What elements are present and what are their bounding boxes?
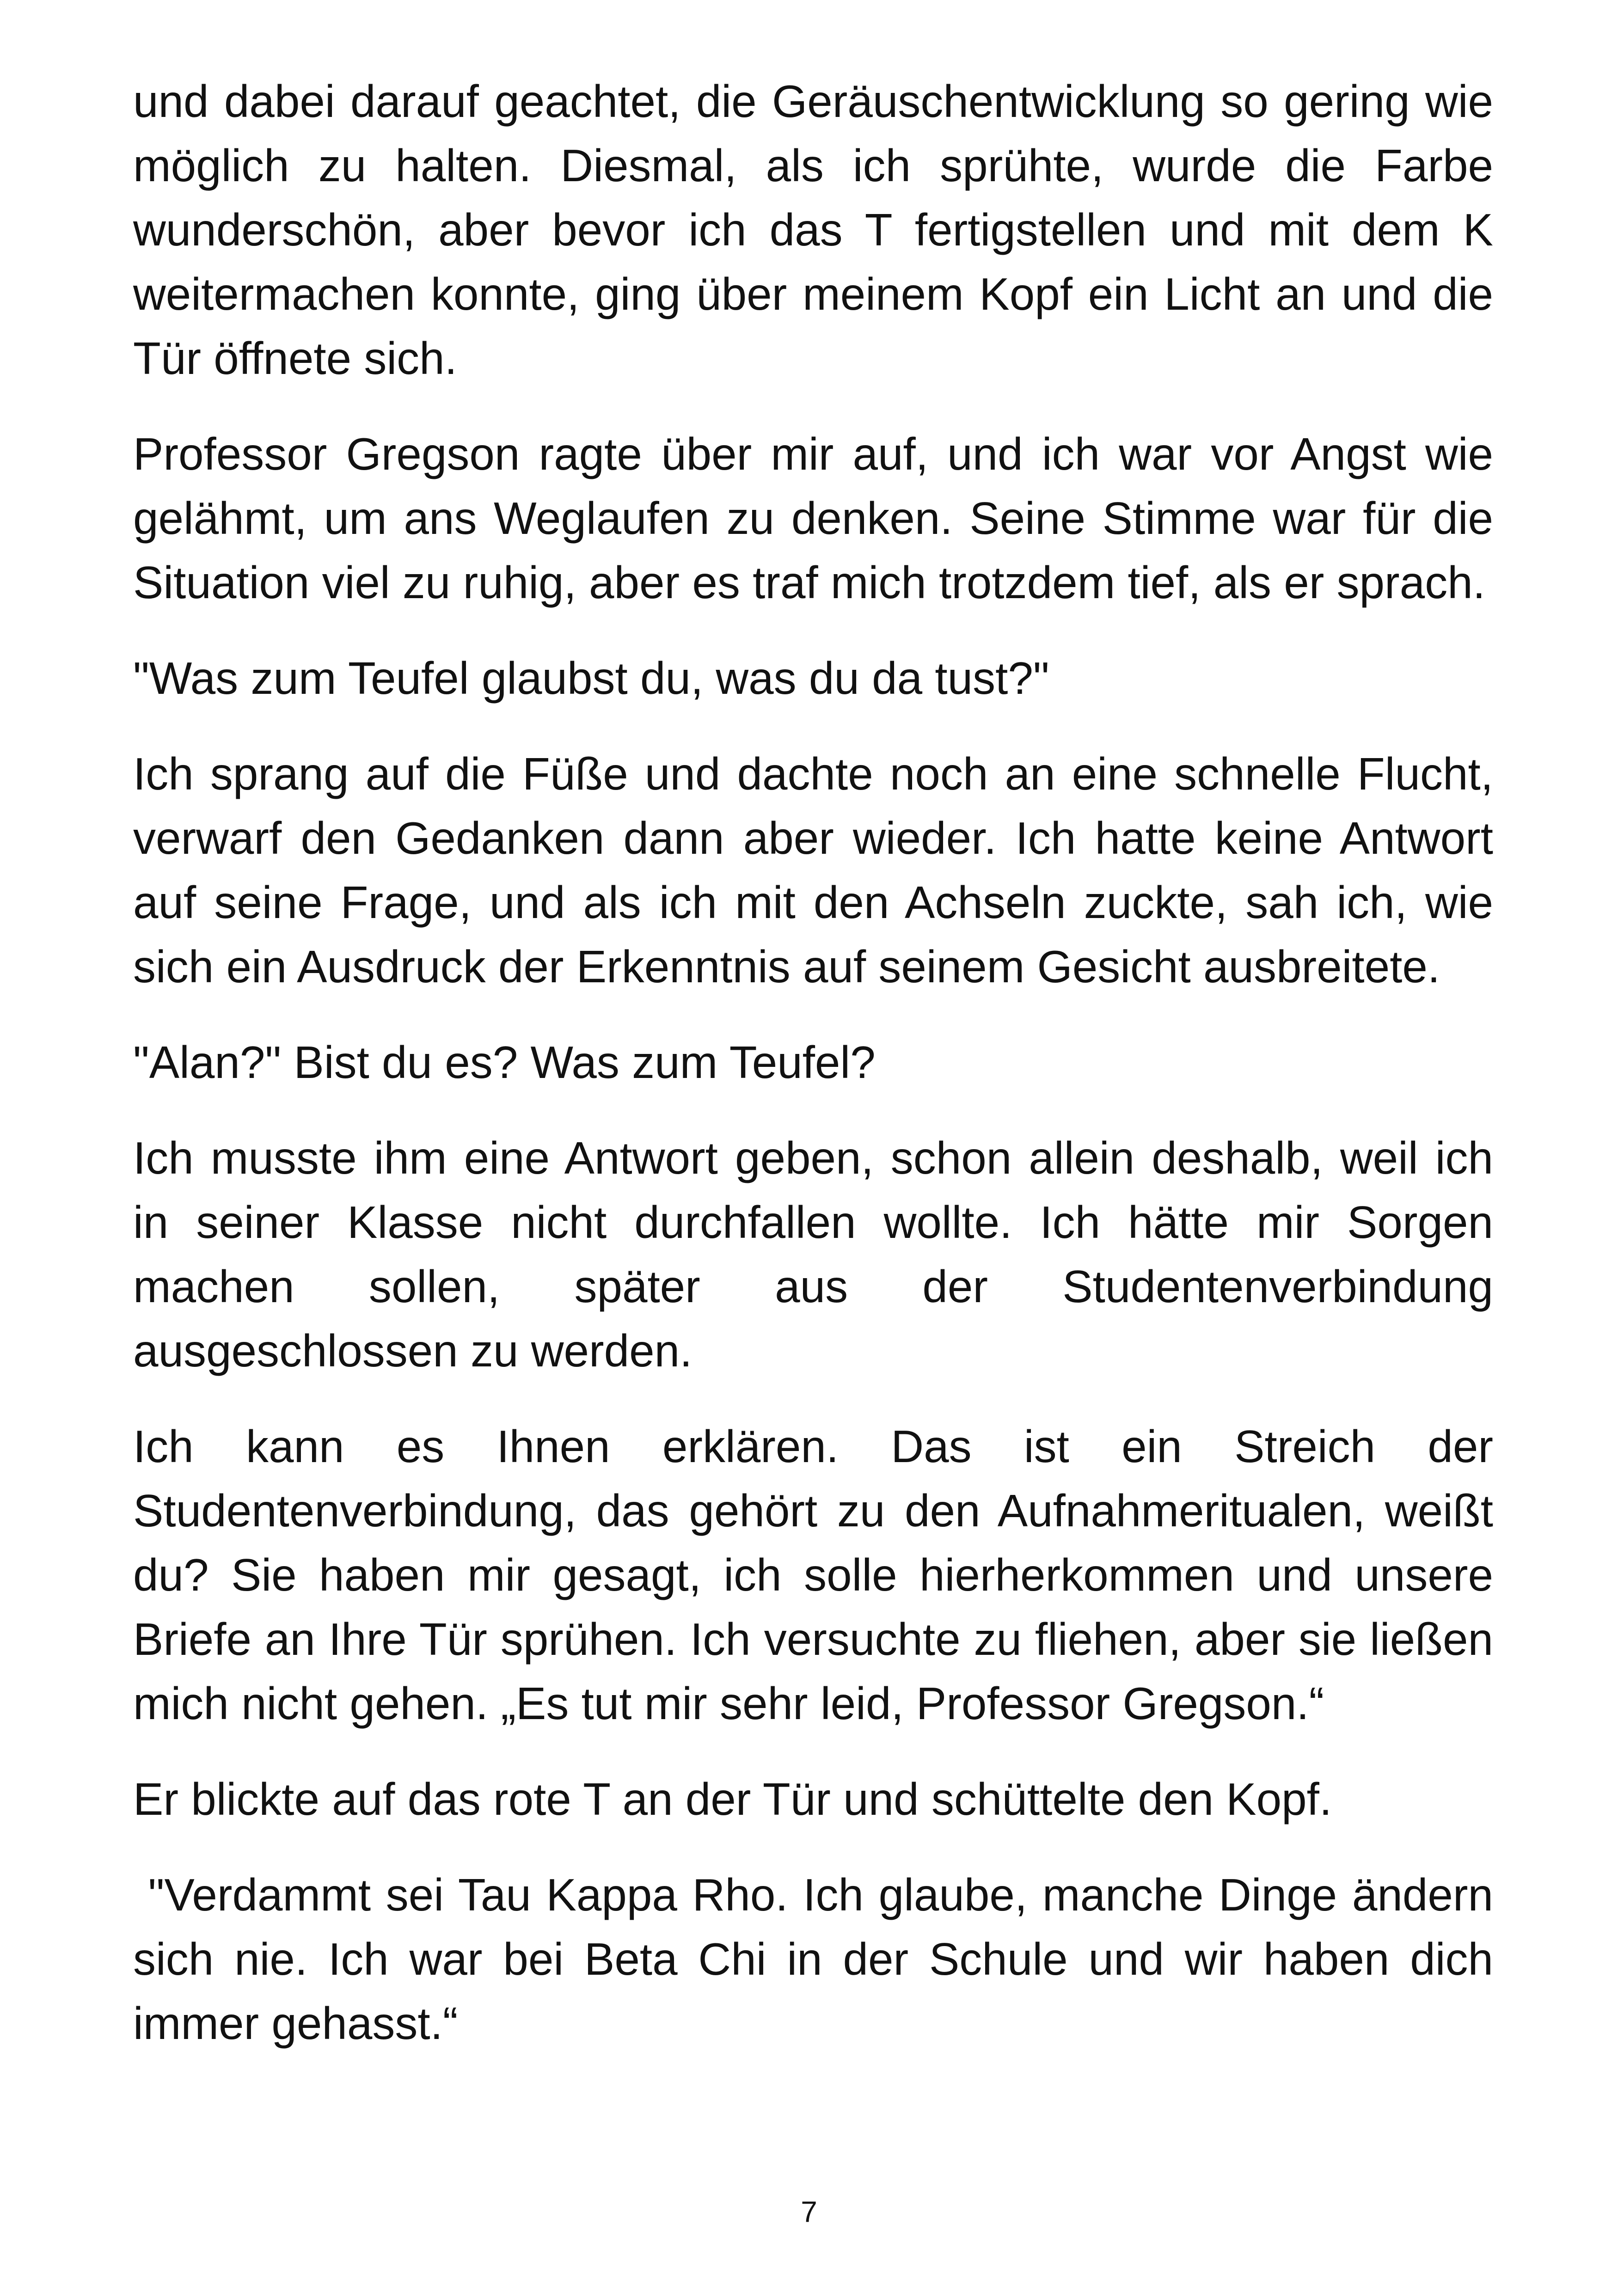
paragraph-4: Ich sprang auf die Füße und dachte noch an eine schnelle Flucht, verwarf den Gedanken dann aber wieder. Ich hatte keine Antwort auf seine Frage, und als ich mit den Achseln zuckte, sah ich, wie sich ein Ausdruck der Erkenntnis auf seinem Gesicht ausbreitete.: [133, 748, 1493, 992]
body-text: [133, 69, 1506, 2087]
paragraph-7: Ich kann es Ihnen erklären. Das ist ein Streich der Studentenverbindung, das gehört zu den Aufnahmeritualen, weißt du? Sie haben mir gesagt, ich solle hierherkommen und unsere Briefe an Ihre Tür sprühen. Ich versuchte zu fliehen, aber sie ließen mich nicht gehen. „Es tut mir sehr leid, Professor Gregson.“: [133, 1421, 1493, 1729]
page-number: 7: [801, 2195, 817, 2229]
paragraph-6: Ich musste ihm eine Antwort geben, schon allein deshalb, weil ich in seiner Klasse nicht durchfallen wollte. Ich hätte mir Sorgen machen sollen, später aus der Studentenverbindung ausgeschlossen zu werden.: [133, 1133, 1493, 1376]
paragraph-5: "Alan?" Bist du es? Was zum Teufel?: [133, 1037, 876, 1088]
paragraph-2: Professor Gregson ragte über mir auf, und ich war vor Angst wie gelähmt, um ans Weglaufen zu denken. Seine Stimme war für die Situation viel zu ruhig, aber es traf mich trotzdem tief, als er sprach.: [133, 429, 1493, 608]
paragraph-8: Er blickte auf das rote T an der Tür und schüttelte den Kopf.: [133, 1774, 1332, 1825]
paragraph-9: "Verdammt sei Tau Kappa Rho. Ich glaube, manche Dinge ändern sich nie. Ich war bei Beta Chi in der Schule und wir haben dich immer gehasst.“: [133, 1869, 1506, 2049]
paragraph-3: "Was zum Teufel glaubst du, was du da tust?": [133, 653, 1049, 704]
paragraph-1: und dabei darauf geachtet, die Geräuschentwicklung so gering wie möglich zu halten. Diesmal, als ich sprühte, wurde die Farbe wunderschön, aber bevor ich das T fertigstellen und mit dem K weitermachen konnte, ging über meinem Kopf ein Licht an und die Tür öffnete sich.: [133, 76, 1493, 384]
